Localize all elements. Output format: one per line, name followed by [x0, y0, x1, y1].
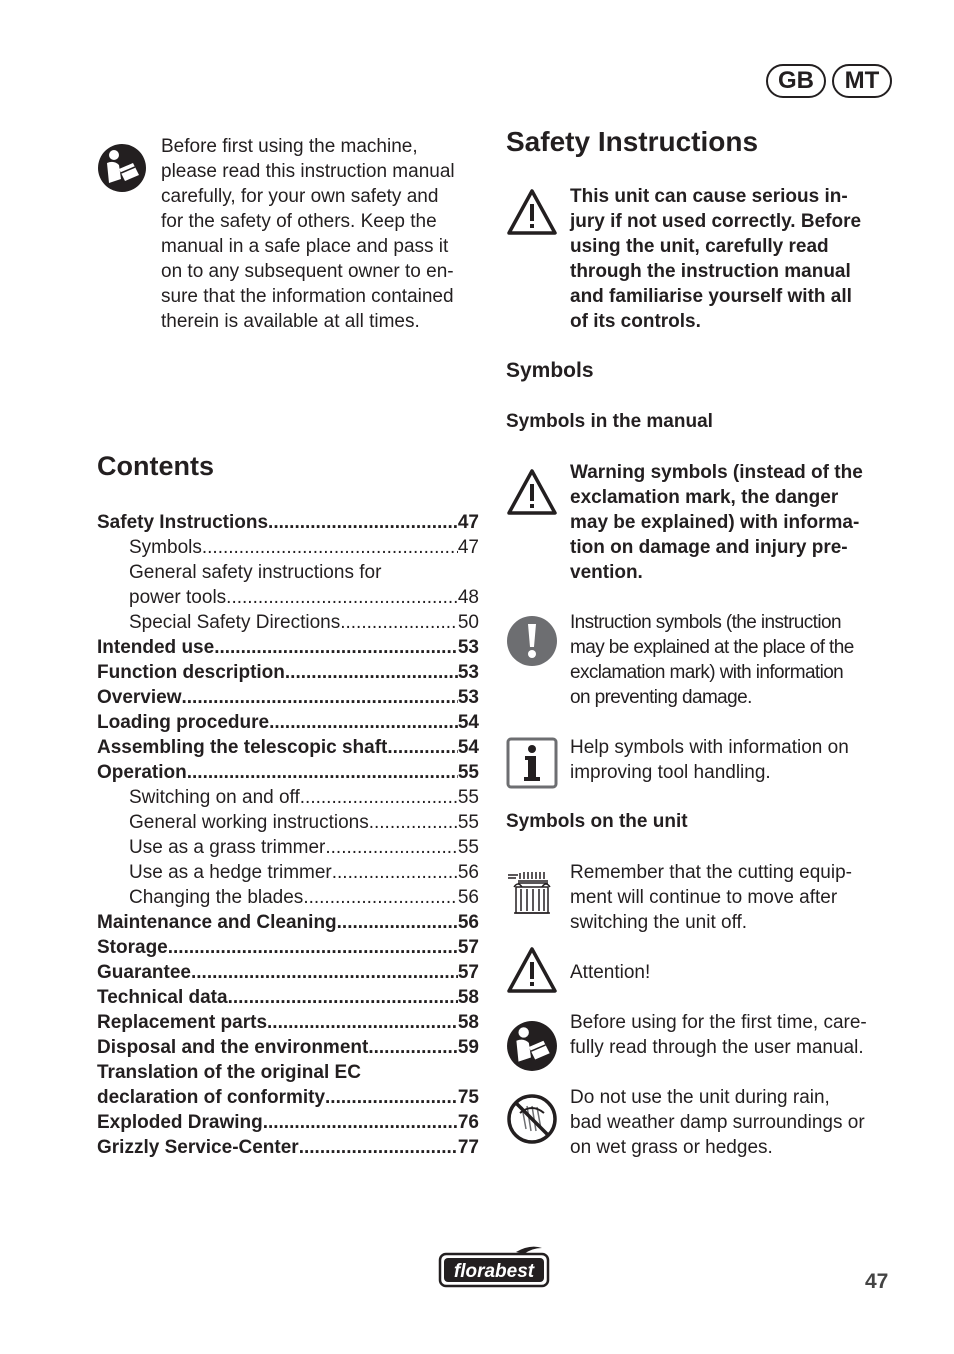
toc-entry-label: Use as a hedge trimmer	[129, 862, 332, 883]
text-line: may be explained at the place of the	[570, 637, 854, 658]
toc-entry	[97, 785, 479, 810]
safety-warning-text	[570, 184, 895, 334]
toc-leader-dots	[369, 810, 458, 835]
toc-page-number: 47	[457, 537, 479, 558]
toc-page-number: 48	[457, 587, 479, 608]
intro-paragraph	[161, 134, 486, 334]
toc-entry	[97, 635, 479, 660]
toc-leader-dots	[182, 685, 458, 710]
text-line: on wet grass or hedges.	[570, 1137, 773, 1158]
toc-leader-dots	[269, 710, 458, 735]
toc-leader-dots	[285, 660, 458, 685]
intro-line: Before first using the machine,	[161, 136, 418, 157]
toc-entry	[97, 1135, 479, 1160]
toc-leader-dots	[268, 510, 458, 535]
language-badge-mt: MT	[832, 64, 892, 98]
info-icon	[506, 737, 558, 789]
toc-page-number: 56	[457, 887, 479, 908]
toc-entry-label: Technical data	[97, 987, 228, 1008]
text-line: vention.	[570, 562, 643, 583]
toc-page-number: 50	[457, 612, 479, 633]
toc-entry	[97, 910, 479, 935]
toc-page-number: 53	[457, 637, 479, 658]
text-line: may be explained) with informa-	[570, 512, 860, 533]
toc-entry-label: Operation	[97, 762, 187, 783]
instruction-symbols-text	[570, 610, 895, 710]
symbols-on-unit-heading: Symbols on the unit	[506, 811, 688, 832]
text-line: exclamation mark, the danger	[570, 487, 839, 508]
toc-page-number: 56	[457, 912, 479, 933]
toc-page-number: 55	[457, 837, 479, 858]
intro-line: therein is available at all times.	[161, 311, 420, 332]
text-line: switching the unit off.	[570, 912, 748, 933]
toc-entry-label: Loading procedure	[97, 712, 270, 733]
toc-entry	[97, 685, 479, 710]
read-manual-icon	[97, 143, 147, 193]
toc-entry-label: Replacement parts	[97, 1012, 268, 1033]
toc-entry	[97, 660, 479, 685]
toc-entry-label: Storage	[97, 937, 168, 958]
no-rain-icon	[506, 1093, 558, 1145]
toc-entry	[97, 1060, 479, 1085]
toc-entry-label: Function description	[97, 662, 285, 683]
text-line: bad weather damp surroundings or	[570, 1112, 865, 1133]
text-line: ment will continue to move after	[570, 887, 838, 908]
toc-page-number: 55	[457, 812, 479, 833]
toc-entry	[97, 760, 479, 785]
warning-line: and familiarise yourself with all	[570, 286, 852, 307]
toc-entry-label: Overview	[97, 687, 182, 708]
language-badges	[766, 64, 892, 98]
help-symbols-text	[570, 735, 895, 785]
toc-entry	[97, 1010, 479, 1035]
warning-line: jury if not used correctly. Before	[570, 211, 862, 232]
toc-leader-dots	[226, 585, 458, 610]
toc-page-number: 59	[457, 1037, 479, 1058]
text-line: Remember that the cutting equip-	[570, 862, 852, 883]
toc-entry-label: General safety instructions for	[129, 562, 382, 583]
toc-entry-label: Exploded Drawing	[97, 1112, 263, 1133]
toc-entry-label: Use as a grass trimmer	[129, 837, 326, 858]
page-number: 47	[865, 1270, 889, 1293]
toc-entry-label: Maintenance and Cleaning	[97, 912, 337, 933]
toc-leader-dots	[303, 885, 458, 910]
intro-line: sure that the information contained	[161, 286, 454, 307]
toc-entry-label: Disposal and the environment	[97, 1037, 369, 1058]
toc-entry	[97, 710, 479, 735]
toc-page-number: 58	[457, 987, 479, 1008]
contents-heading: Contents	[97, 451, 214, 481]
text-line: Help symbols with information on	[570, 737, 849, 758]
toc-page-number: 55	[457, 762, 479, 783]
toc-entry	[97, 885, 479, 910]
safety-heading: Safety Instructions	[506, 126, 759, 157]
toc-entry	[97, 560, 479, 585]
toc-entry-label: declaration of conformity	[97, 1087, 326, 1108]
rain-warning-text	[570, 1085, 895, 1160]
symbols-in-manual-heading: Symbols in the manual	[506, 411, 713, 432]
warning-symbols-text	[570, 460, 895, 585]
toc-leader-dots	[387, 735, 458, 760]
toc-entry-label: Translation of the original EC	[97, 1062, 361, 1083]
toc-entry	[97, 535, 479, 560]
toc-entry	[97, 1035, 479, 1060]
read-manual-text	[570, 1010, 895, 1060]
language-badge-gb: GB	[766, 64, 826, 98]
toc-entry	[97, 585, 479, 610]
text-line: Warning symbols (instead of the	[570, 462, 863, 483]
warning-line: through the instruction manual	[570, 261, 851, 282]
toc-entry	[97, 510, 479, 535]
toc-leader-dots	[299, 1135, 458, 1160]
toc-leader-dots	[214, 635, 458, 660]
toc-leader-dots	[325, 1085, 458, 1110]
toc-page-number: 54	[457, 737, 479, 758]
toc-entry	[97, 985, 479, 1010]
warning-triangle-icon	[506, 467, 558, 519]
brand-name: florabest	[453, 1261, 535, 1282]
warning-line: using the unit, carefully read	[570, 236, 829, 257]
toc-entry-label: Symbols	[129, 537, 202, 558]
toc-leader-dots	[267, 1010, 458, 1035]
toc-leader-dots	[300, 785, 458, 810]
toc-leader-dots	[340, 610, 458, 635]
toc-entry-label: Special Safety Directions	[129, 612, 341, 633]
table-of-contents	[97, 510, 479, 1160]
toc-entry-label: Grizzly Service-Center	[97, 1137, 299, 1158]
toc-entry	[97, 610, 479, 635]
toc-entry	[97, 1085, 479, 1110]
warning-line: of its controls.	[570, 311, 701, 332]
toc-leader-dots	[332, 860, 458, 885]
text-line: tion on damage and injury pre-	[570, 537, 848, 558]
text-line: Instruction symbols (the instruction	[570, 612, 841, 633]
toc-page-number: 53	[457, 662, 479, 683]
toc-entry	[97, 935, 479, 960]
toc-entry-label: General working instructions	[129, 812, 369, 833]
toc-page-number: 57	[457, 937, 479, 958]
toc-leader-dots	[202, 535, 458, 560]
warning-line: This unit can cause serious in-	[570, 186, 848, 207]
warning-triangle-icon	[506, 187, 558, 239]
toc-entry	[97, 810, 479, 835]
text-line: fully read through the user manual.	[570, 1037, 864, 1058]
toc-leader-dots	[191, 960, 458, 985]
toc-entry	[97, 735, 479, 760]
toc-entry-label: Safety Instructions	[97, 512, 269, 533]
toc-page-number: 55	[457, 787, 479, 808]
toc-leader-dots	[263, 1110, 458, 1135]
toc-entry-label: Intended use	[97, 637, 215, 658]
toc-page-number: 53	[457, 687, 479, 708]
toc-leader-dots	[337, 910, 458, 935]
toc-entry-label: Guarantee	[97, 962, 191, 983]
toc-leader-dots	[325, 835, 457, 860]
text-line: on preventing damage.	[570, 687, 752, 708]
toc-entry-label: Assembling the telescopic shaft	[97, 737, 388, 758]
toc-page-number: 47	[457, 512, 479, 533]
toc-page-number: 57	[457, 962, 479, 983]
warning-triangle-icon	[506, 945, 558, 997]
toc-page-number: 58	[457, 1012, 479, 1033]
cutting-equipment-text	[570, 860, 895, 935]
text-line: exclamation mark) with information	[570, 662, 844, 683]
toc-leader-dots	[228, 985, 458, 1010]
symbols-heading: Symbols	[506, 359, 594, 382]
intro-line: for the safety of others. Keep the	[161, 211, 437, 232]
intro-line: manual in a safe place and pass it	[161, 236, 449, 257]
cutting-blade-icon	[506, 867, 558, 919]
toc-leader-dots	[368, 1035, 458, 1060]
toc-page-number: 54	[457, 712, 479, 733]
toc-entry	[97, 1110, 479, 1135]
intro-line: on to any subsequent owner to en-	[161, 261, 454, 282]
toc-page-number: 77	[457, 1137, 479, 1158]
toc-leader-dots	[187, 760, 458, 785]
toc-entry	[97, 860, 479, 885]
text-line: Attention!	[570, 962, 651, 983]
intro-line: carefully, for your own safety and	[161, 186, 439, 207]
toc-entry-label: Switching on and off	[129, 787, 300, 808]
florabest-logo	[438, 1244, 552, 1290]
toc-entry-label: Changing the blades	[129, 887, 304, 908]
toc-page-number: 75	[457, 1087, 479, 1108]
exclamation-circle-icon	[506, 615, 558, 667]
toc-entry	[97, 835, 479, 860]
text-line: improving tool handling.	[570, 762, 771, 783]
attention-text	[570, 960, 895, 985]
toc-leader-dots	[168, 935, 458, 960]
toc-entry-label: power tools	[129, 587, 227, 608]
toc-page-number: 56	[457, 862, 479, 883]
read-manual-icon	[506, 1020, 558, 1072]
toc-page-number: 76	[457, 1112, 479, 1133]
intro-line: please read this instruction manual	[161, 161, 455, 182]
toc-entry	[97, 960, 479, 985]
text-line: Before using for the first time, care-	[570, 1012, 867, 1033]
text-line: Do not use the unit during rain,	[570, 1087, 830, 1108]
